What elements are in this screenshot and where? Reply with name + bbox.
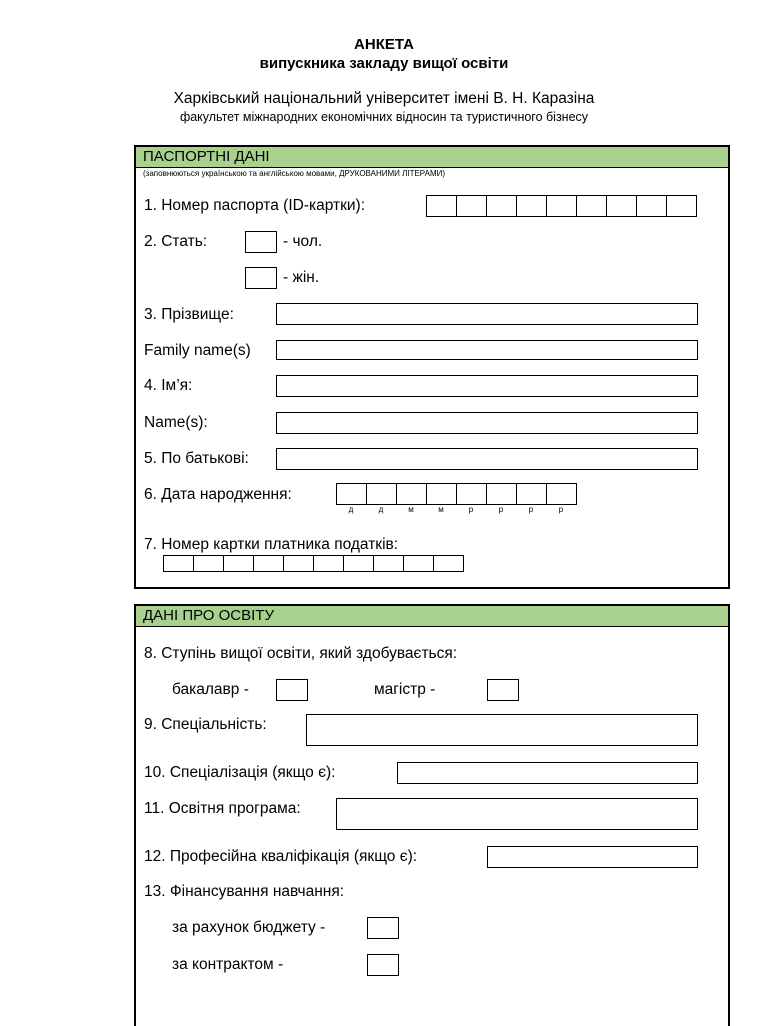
first-name-field[interactable]: [276, 375, 698, 397]
form-subtitle: випускника закладу вищої освіти: [259, 55, 509, 72]
passport-heading: ПАСПОРТНІ ДАНІ: [136, 147, 728, 168]
birth-date-cells[interactable]: [336, 483, 577, 505]
specialization-label: 10. Спеціалізація (якщо є):: [144, 764, 336, 781]
tax-number-label: 7. Номер картки платника податків:: [144, 536, 399, 553]
patronymic-label: 5. По батькові:: [144, 450, 249, 467]
date-letter: р: [528, 505, 534, 514]
date-letter: д: [378, 505, 384, 514]
budget-checkbox[interactable]: [367, 917, 399, 939]
master-checkbox[interactable]: [487, 679, 519, 701]
passport-note: (заповнюються українською та англійською мовами, ДРУКОВАНИМИ ЛІТЕРАМИ): [143, 169, 446, 178]
first-name-label: 4. Ім’я:: [144, 377, 193, 394]
date-letter: р: [498, 505, 504, 514]
faculty-name: факультет міжнародних економічних відносин та туристичного бізнесу: [179, 110, 589, 124]
birth-date-label: 6. Дата народження:: [144, 486, 292, 503]
qualification-field[interactable]: [487, 846, 698, 868]
specialty-field[interactable]: [306, 714, 698, 746]
male-checkbox[interactable]: [245, 231, 277, 253]
tax-number-cells[interactable]: [163, 555, 464, 572]
passport-number-cells[interactable]: [426, 195, 697, 217]
qualification-label: 12. Професійна кваліфікація (якщо є):: [144, 848, 418, 865]
surname-label: 3. Прізвище:: [144, 306, 234, 323]
date-letter: м: [408, 505, 414, 514]
form-title: АНКЕТА: [354, 36, 414, 53]
male-label: - чол.: [283, 233, 323, 250]
female-label: - жін.: [283, 269, 320, 286]
funding-label: 13. Фінансування навчання:: [144, 883, 345, 900]
family-name-field[interactable]: [276, 340, 698, 360]
bachelor-label: бакалавр -: [172, 681, 249, 698]
name-en-field[interactable]: [276, 412, 698, 434]
specialty-label: 9. Спеціальність:: [144, 716, 267, 733]
education-section: [134, 604, 730, 1026]
birth-date-format: [336, 505, 576, 514]
program-label: 11. Освітня програма:: [144, 800, 301, 817]
sex-label: 2. Стать:: [144, 233, 208, 250]
university-name: Харківський національний університет імені В. Н. Каразіна: [173, 90, 595, 107]
patronymic-field[interactable]: [276, 448, 698, 470]
passport-section: [134, 145, 730, 589]
family-name-label: Family name(s): [144, 342, 251, 359]
date-letter: р: [468, 505, 474, 514]
bachelor-checkbox[interactable]: [276, 679, 308, 701]
specialization-field[interactable]: [397, 762, 698, 784]
degree-label: 8. Ступінь вищої освіти, який здобувається:: [144, 645, 458, 662]
contract-label: за контрактом -: [172, 956, 284, 973]
master-label: магістр -: [374, 681, 436, 698]
program-field[interactable]: [336, 798, 698, 830]
name-en-label: Name(s):: [144, 414, 208, 431]
surname-field[interactable]: [276, 303, 698, 325]
date-letter: м: [438, 505, 444, 514]
passport-number-label: 1. Номер паспорта (ID-картки):: [144, 197, 366, 214]
budget-label: за рахунок бюджету -: [172, 919, 326, 936]
date-letter: д: [348, 505, 354, 514]
date-letter: р: [558, 505, 564, 514]
contract-checkbox[interactable]: [367, 954, 399, 976]
female-checkbox[interactable]: [245, 267, 277, 289]
education-heading: ДАНІ ПРО ОСВІТУ: [136, 606, 728, 627]
